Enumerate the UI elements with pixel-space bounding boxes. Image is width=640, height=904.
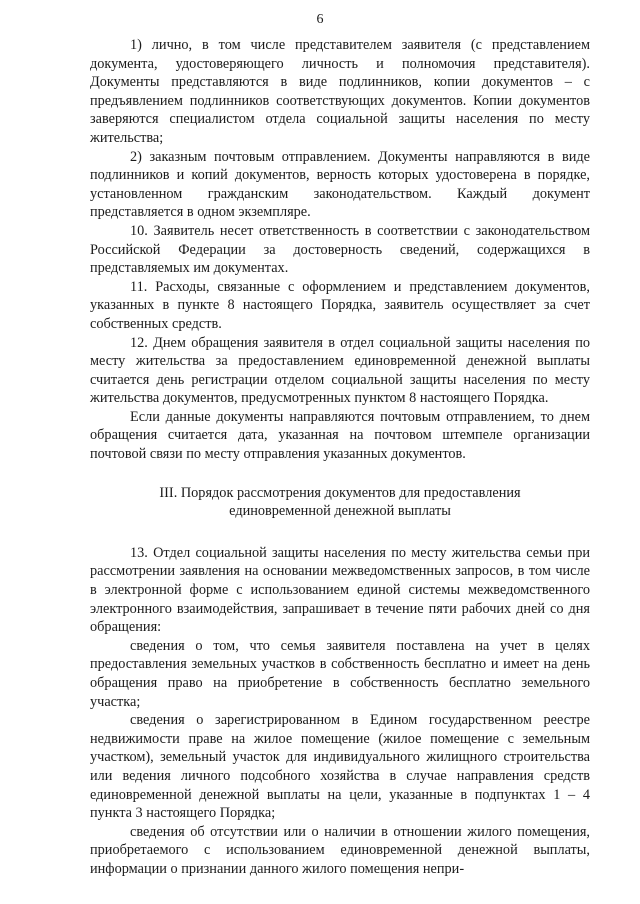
paragraph-item-11: 11. Расходы, связанные с оформлением и представлением документов, указанных в пункте 8 настоящего Порядка, заявитель осуществляет за счет собственных средств. <box>90 278 590 332</box>
paragraph-housing-suitability-info: сведения об отсутствии или о наличии в отношении жилого помещения, приобретаемого с использованием единовременной денежной выплаты, информации о признании данного жилого помещения непри- <box>90 823 590 877</box>
paragraph-item-12: 12. Днем обращения заявителя в отдел социальной защиты населения по месту жительства за предоставлением единовременной денежной выплаты считается день регистрации отделом социальной защиты населения по месту жительства документов, предусмотренных пунктом 8 настоящего Порядка. <box>90 334 590 407</box>
paragraph-real-estate-registry-info: сведения о зарегистрированном в Едином государственном реестре недвижимости праве на жилое помещение (жилое помещение с земельным участком), земельный участок для индивидуального жилищного строительства или ведения личного подсобного хозяйства в случае направления средств единовременной денежной выплаты на цели, указанные в подпунктах 1 – 4 пункта 3 настоящего Порядка; <box>90 712 590 822</box>
paragraph-delivery-by-mail: 2) заказным почтовым отправлением. Документы направляются в виде подлинников и копий документов, верность которых удостоверена в порядке, установленном гражданским законодательством. Каждый документ представляется в одном экземпляре. <box>90 148 590 221</box>
paragraph-land-registration-info: сведения о том, что семья заявителя поставлена на учет в целях предоставления земельных участков в собственность бесплатно и имеет на день обращения право на приобретение в собственность бесплатно земельного участка; <box>90 637 590 710</box>
document-body <box>90 36 590 879</box>
paragraph-item-13: 13. Отдел социальной защиты населения по месту жительства семьи при рассмотрении заявления на основании межведомственных запросов, в том числе в электронной форме с использованием единой системы межведомственного электронного взаимодействия, запрашивает в течение пяти рабочих дней со дня обращения: <box>90 544 590 636</box>
section-heading: III. Порядок рассмотрения документов для предоставления единовременной денежной выплаты <box>159 484 521 520</box>
paragraph-postal-date: Если данные документы направляются почтовым отправлением, то днем обращения считается дата, указанная на почтовом штемпеле организации почтовой связи по месту отправления указанных документов. <box>90 408 590 463</box>
paragraph-item-10: 10. Заявитель несет ответственность в соответствии с законодательством Российской Федерации за достоверность сведений, содержащихся в представляемых им документах. <box>90 222 590 277</box>
paragraph-delivery-in-person: 1) лично, в том числе представителем заявителя (с представлением документа, удостоверяющего личность и полномочия представителя). Документы представляются в виде подлинников, копии документов – с предъявлением подлинников соответствующих документов. Копии документов заверяются специалистом отдела социальной защиты населения по месту жительства; <box>90 37 590 146</box>
page-number: 6 <box>316 12 324 27</box>
